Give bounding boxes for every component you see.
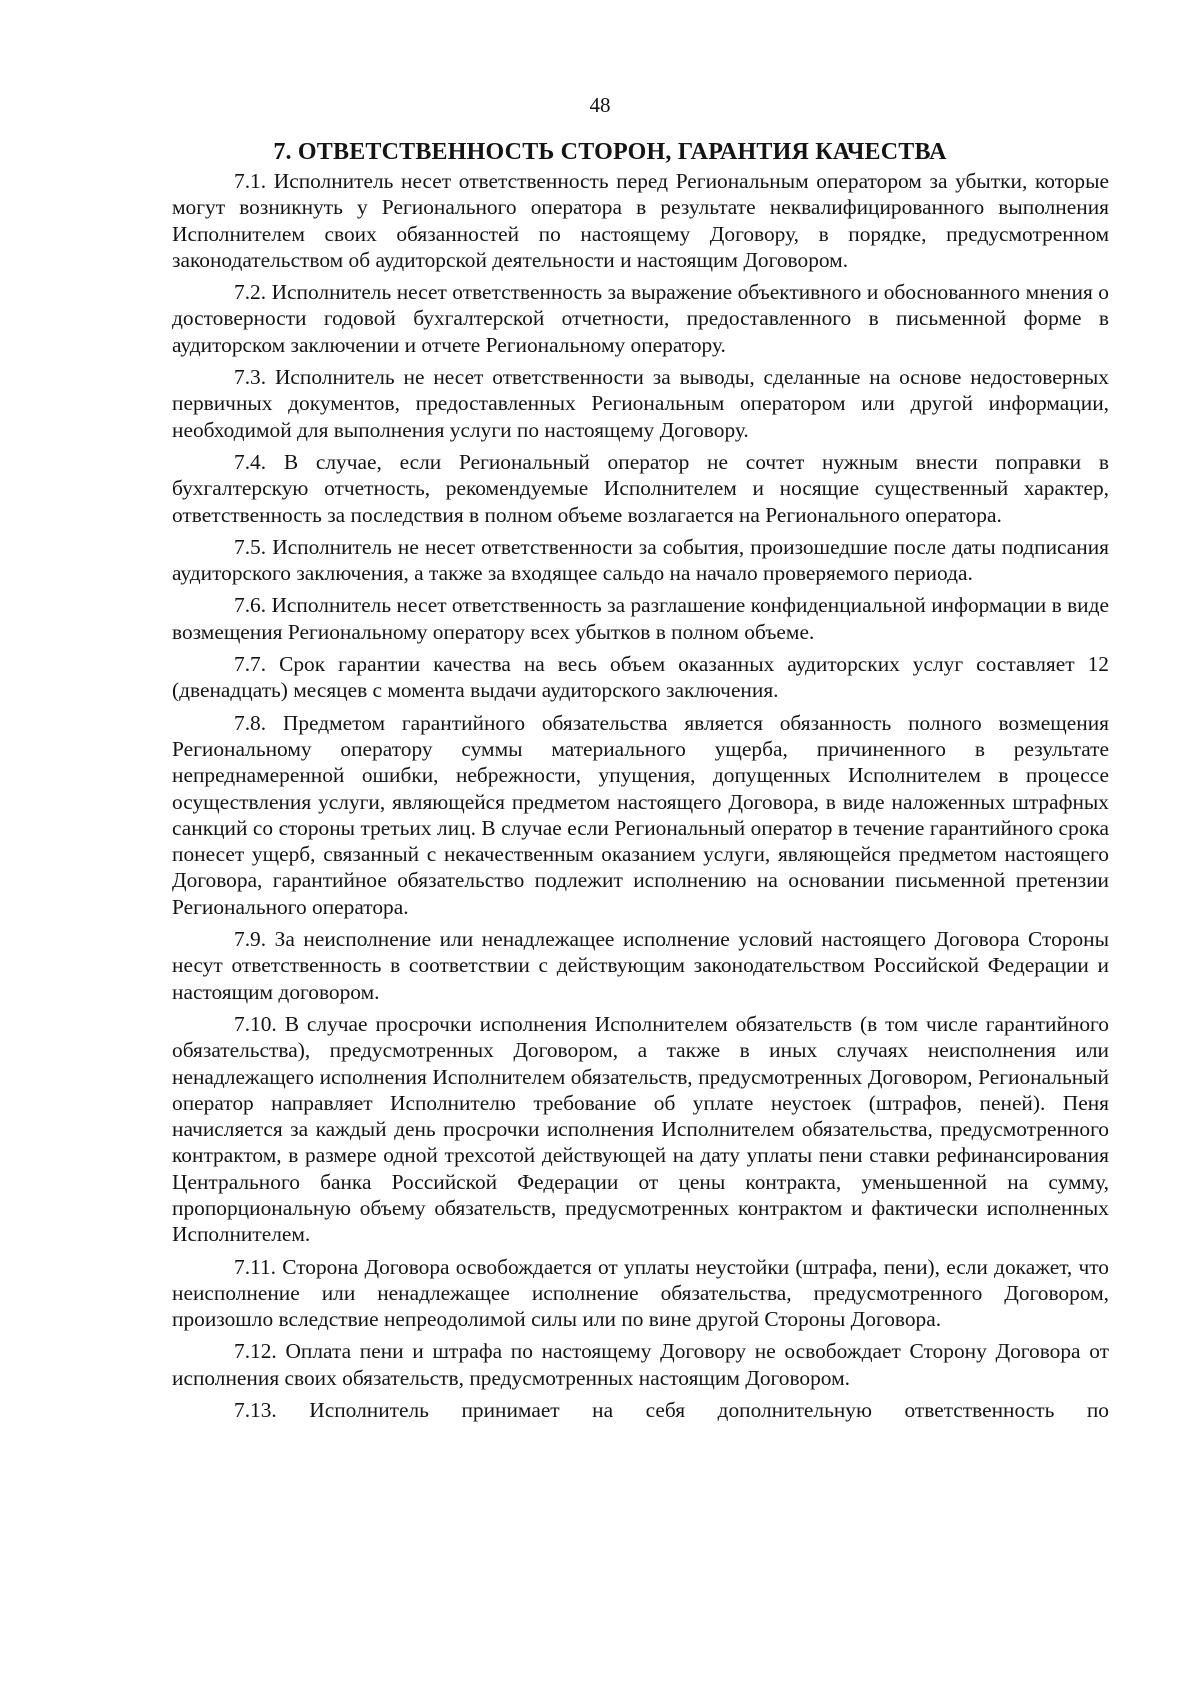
paragraph-number: 7.5. [234, 534, 267, 559]
paragraph-text: Исполнитель не несет ответственности за события, произошедшие после даты подписания аудиторского заключения, а также за входящее сальдо на начало проверяемого периода. [172, 534, 1109, 586]
paragraph-number: 7.4. [234, 449, 267, 474]
paragraph-text: За неисполнение или ненадлежащее исполнение условий настоящего Договора Стороны несут ответственность в соответствии с действующим законодательством Российской Федерации и настоящим договором. [172, 927, 1109, 1004]
paragraph-text: В случае просрочки исполнения Исполнителем обязательств (в том числе гарантийного обязательства), предусмотренных Договором, а также в иных случаях неисполнения или ненадлежащего исполнения Исполнителем обязательств, предусмотренных Договором, Региональный оператор направляет Исполнителю требование об уплате неустоек (штрафов, пеней). Пеня начисляется за каждый день просрочки исполнения Исполнителем обязательства, предусмотренного контрактом, в размере одной трехсотой действующей на дату уплаты пени ставки рефинансирования Центрального банка Российской Федерации от цены контракта, уменьшенной на сумму, пропорциональную объему обязательств, предусмотренных контрактом и фактически исполненных Исполнителем. [172, 1011, 1109, 1247]
paragraph-text: Оплата пени и штрафа по настоящему Договору не освобождает Сторону Договора от исполнения своих обязательств, предусмотренных настоящим Договором. [172, 1339, 1109, 1390]
paragraph-7-6 [172, 592, 1109, 645]
paragraph-number: 7.11. [234, 1254, 276, 1279]
paragraph-7-5 [172, 534, 1109, 587]
paragraph-text: Исполнитель несет ответственность за выражение объективного и обоснованного мнения о достоверности годовой бухгалтерской отчетности, предоставленного в письменной форме в аудиторском заключении и отчете Региональному оператору. [172, 280, 1109, 357]
paragraph-text: Срок гарантии качества на весь объем оказанных аудиторских услуг составляет 12 (двенадцать) месяцев с момента выдачи аудиторского заключения. [172, 652, 1109, 703]
paragraph-number: 7.10. [234, 1011, 277, 1036]
paragraph-7-3 [172, 364, 1109, 443]
paragraph-7-11 [172, 1254, 1109, 1333]
paragraph-7-4 [172, 449, 1109, 528]
paragraph-7-2 [172, 279, 1109, 358]
paragraph-number: 7.2. [234, 280, 267, 305]
paragraph-7-9 [172, 926, 1109, 1005]
paragraph-text: Исполнитель несет ответственность за разглашение конфиденциальной информации в виде возмещения Региональному оператору всех убытков в полном объеме. [172, 593, 1109, 644]
paragraph-number: 7.13. [234, 1398, 277, 1423]
paragraph-7-8 [172, 710, 1109, 920]
paragraph-text: Исполнитель несет ответственность перед Региональным оператором за убытки, которые могут возникнуть у Регионального оператора в результате неквалифицированного выполнения Исполнителем своих обязанностей по настоящему Договору, в порядке, предусмотренном законодательством об аудиторской деятельности и настоящим Договором. [172, 169, 1109, 272]
paragraph-7-13 [172, 1397, 1109, 1423]
paragraph-number: 7.6. [234, 593, 267, 618]
paragraph-number: 7.3. [234, 365, 267, 390]
paragraph-7-7 [172, 651, 1109, 704]
page-number: 48 [589, 93, 611, 117]
section-body [172, 168, 1109, 1429]
paragraph-7-12 [172, 1338, 1109, 1391]
paragraph-text: Сторона Договора освобождается от уплаты неустойки (штрафа, пени), если докажет, что неисполнение или ненадлежащее исполнение обязательства, предусмотренного Договором, произошло вследствие непреодолимой силы или по вине другой Стороны Договора. [172, 1254, 1109, 1332]
paragraph-7-1 [172, 168, 1109, 273]
paragraph-7-10 [172, 1011, 1109, 1248]
paragraph-text: Исполнитель не несет ответственности за выводы, сделанные на основе недостоверных первичных документов, предоставленных Региональным оператором или другой информации, необходимой для выполнения услуги по настоящему Договору. [172, 365, 1109, 442]
paragraph-text: В случае, если Региональный оператор не сочтет нужным внести поправки в бухгалтерскую отчетность, рекомендуемые Исполнителем и носящие существенный характер, ответственность за последствия в полном объеме возлагается на Регионального оператора. [172, 449, 1109, 527]
paragraph-number: 7.7. [234, 652, 267, 677]
paragraph-number: 7.9. [234, 927, 267, 952]
paragraph-number: 7.8. [234, 710, 267, 735]
section-title: 7. ОТВЕТСТВЕННОСТЬ СТОРОН, ГАРАНТИЯ КАЧЕСТВА [273, 139, 947, 165]
paragraph-number: 7.1. [234, 169, 267, 193]
paragraph-number: 7.12. [234, 1339, 277, 1364]
paragraph-text: Исполнитель принимает на себя дополнительную ответственность по [309, 1398, 1109, 1423]
paragraph-text: Предметом гарантийного обязательства является обязанность полного возмещения Региональному оператору суммы материального ущерба, причиненного в результате непреднамеренной ошибки, небрежности, упущения, допущенных Исполнителем в процессе осуществления услуги, являющейся предметом настоящего Договора, в виде наложенных штрафных санкций со стороны третьих лиц. В случае если Региональный оператор в течение гарантийного срока понесет ущерб, связанный с некачественным оказанием услуги, являющейся предметом настоящего Договора, гарантийное обязательство подлежит исполнению на основании письменной претензии Регионального оператора. [172, 710, 1109, 919]
